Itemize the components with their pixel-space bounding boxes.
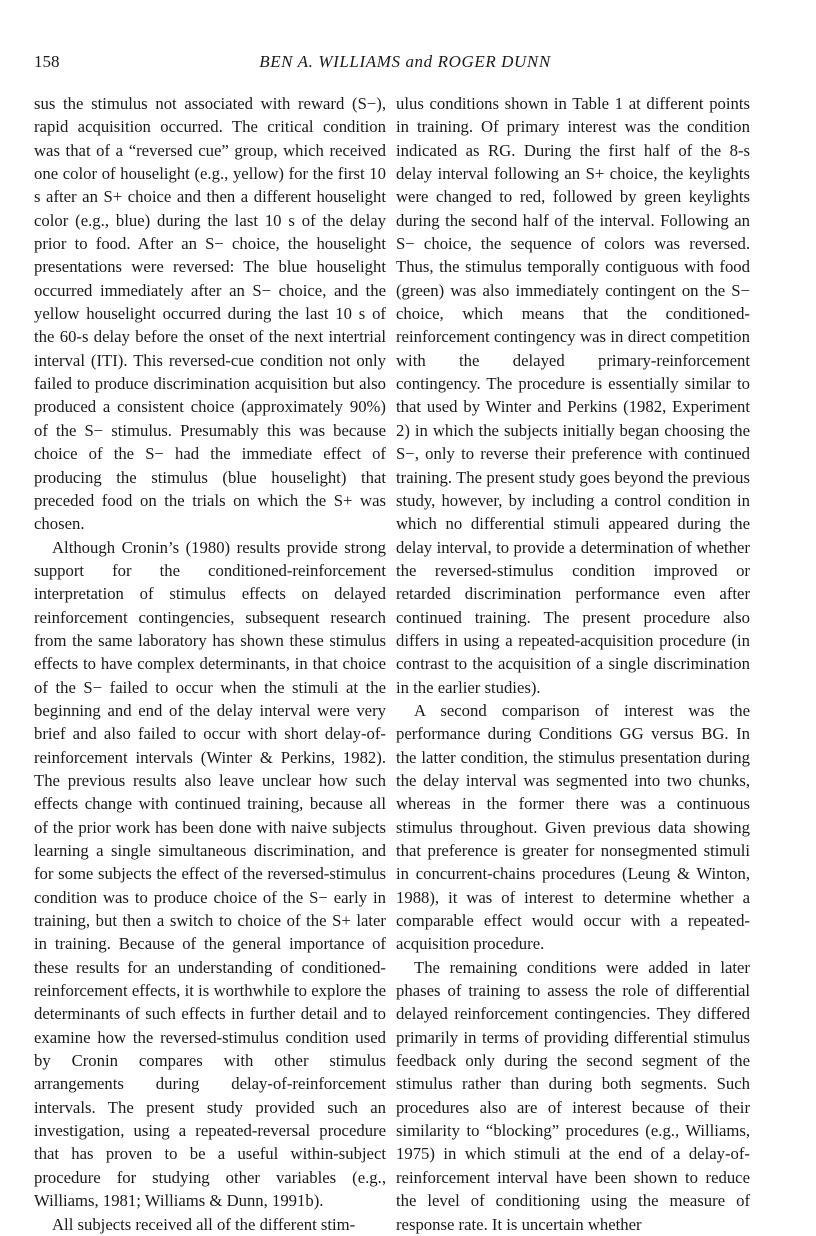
paragraph: ulus conditions shown in Table 1 at different points in training. Of primary interest was the condition indicated as RG. During the first half of the 8-s delay interval following an S+ choice, the keylights were changed to red, followed by green keylights during the second half of the interval. Following an S− choice, the sequence of colors was reversed. Thus, the stimulus temporally contiguous with food (green) was also immediately contingent on the S− choice, which means that the conditioned-reinforcement contingency was in direct competition with the delayed primary-reinforcement contingency. The procedure is essentially similar to that used by Winter and Perkins (1982, Experiment 2) in which the subjects initially began choosing the S−, only to reverse their preference with continued training. The present study goes beyond the previous study, however, by including a control condition in which no differential stimuli appeared during the delay interval, to provide a determination of whether the reversed-stimulus condition improved or retarded discrimination performance even after continued training. The present procedure also differs in using a repeated-acquisition procedure (in contrast to the acquisition of a single discrimination in the earlier studies). bbox=[396, 94, 750, 697]
paragraph: The remaining conditions were added in later phases of training to assess the role of differential delayed reinforcement contingencies. They differed primarily in terms of providing differential stimulus feedback only during the second segment of the stimulus rather than during both segments. Such procedures also are of interest because of their similarity to “blocking” procedures (e.g., Williams, 1975) in which stimuli at the end of a delay-of-reinforcement interval have been shown to reduce the level of conditioning using the measure of response rate. It is uncertain whether bbox=[396, 957, 750, 1234]
running-head bbox=[34, 50, 776, 74]
running-head-authors: BEN A. WILLIAMS and ROGER DUNN bbox=[259, 52, 551, 71]
paragraph: sus the stimulus not associated with reward (S−), rapid acquisition occurred. The critical condition was that of a “reversed cue” group, which received one color of houselight (e.g., yellow) for the first 10 s after an S+ choice and then a different houselight color (e.g., blue) during the last 10 s of the delay prior to food. After an S− choice, the houselight presentations were reversed: The blue houselight occurred immediately after an S− choice, and the yellow houselight occurred during the last 10 s of the 60-s delay before the onset of the next intertrial interval (ITI). This reversed-cue condition not only failed to produce discrimination acquisition but also produced a consistent choice (approximately 90%) of the S− stimulus. Presumably this was because choice of the S− had the immediate effect of producing the stimulus (blue houselight) that preceded food on the trials on which the S+ was chosen. bbox=[34, 94, 386, 534]
left-column bbox=[34, 92, 386, 1236]
paragraph: All subjects received all of the different stim- bbox=[52, 1214, 356, 1234]
paragraph: Although Cronin’s (1980) results provide strong support for the conditioned-reinforcement interpretation of stimulus effects on delayed reinforcement contingencies, subsequent research from the same laboratory has shown these stimulus effects to have complex determinants, in that choice of the S− failed to occur when the stimuli at the beginning and end of the delay interval were very brief and also failed to occur with short delay-of-reinforcement intervals (Winter & Perkins, 1982). The previous results also leave unclear how such effects change with continued training, because all of the prior work has been done with naive subjects learning a single simultaneous discrimination, and for some subjects the effect of the reversed-stimulus condition was to produce choice of the S− early in training, but then a switch to choice of the S+ later in training. Because of the general importance of these results for an understanding of conditioned-reinforcement effects, it is worthwhile to explore the determinants of such effects in further detail and to examine how the reversed-stimulus condition used by Cronin compares with other stimulus arrangements during delay-of-reinforcement intervals. The present study provided such an investigation, using a repeated-reversal procedure that has proven to be a useful within-subject procedure for studying other variables (e.g., Williams, 1981; Williams & Dunn, 1991b). bbox=[34, 537, 386, 1211]
page-number: 158 bbox=[34, 52, 60, 71]
right-column bbox=[396, 92, 750, 1236]
paragraph: A second comparison of interest was the performance during Conditions GG versus BG. In the latter condition, the stimulus presentation during the delay interval was segmented into two chunks, whereas in the former there was a continuous stimulus throughout. Given previous data showing that preference is greater for nonsegmented stimuli in concurrent-chains procedures (Leung & Winton, 1988), it was of interest to determine whether a comparable effect would occur with a repeated-acquisition procedure. bbox=[396, 700, 750, 954]
